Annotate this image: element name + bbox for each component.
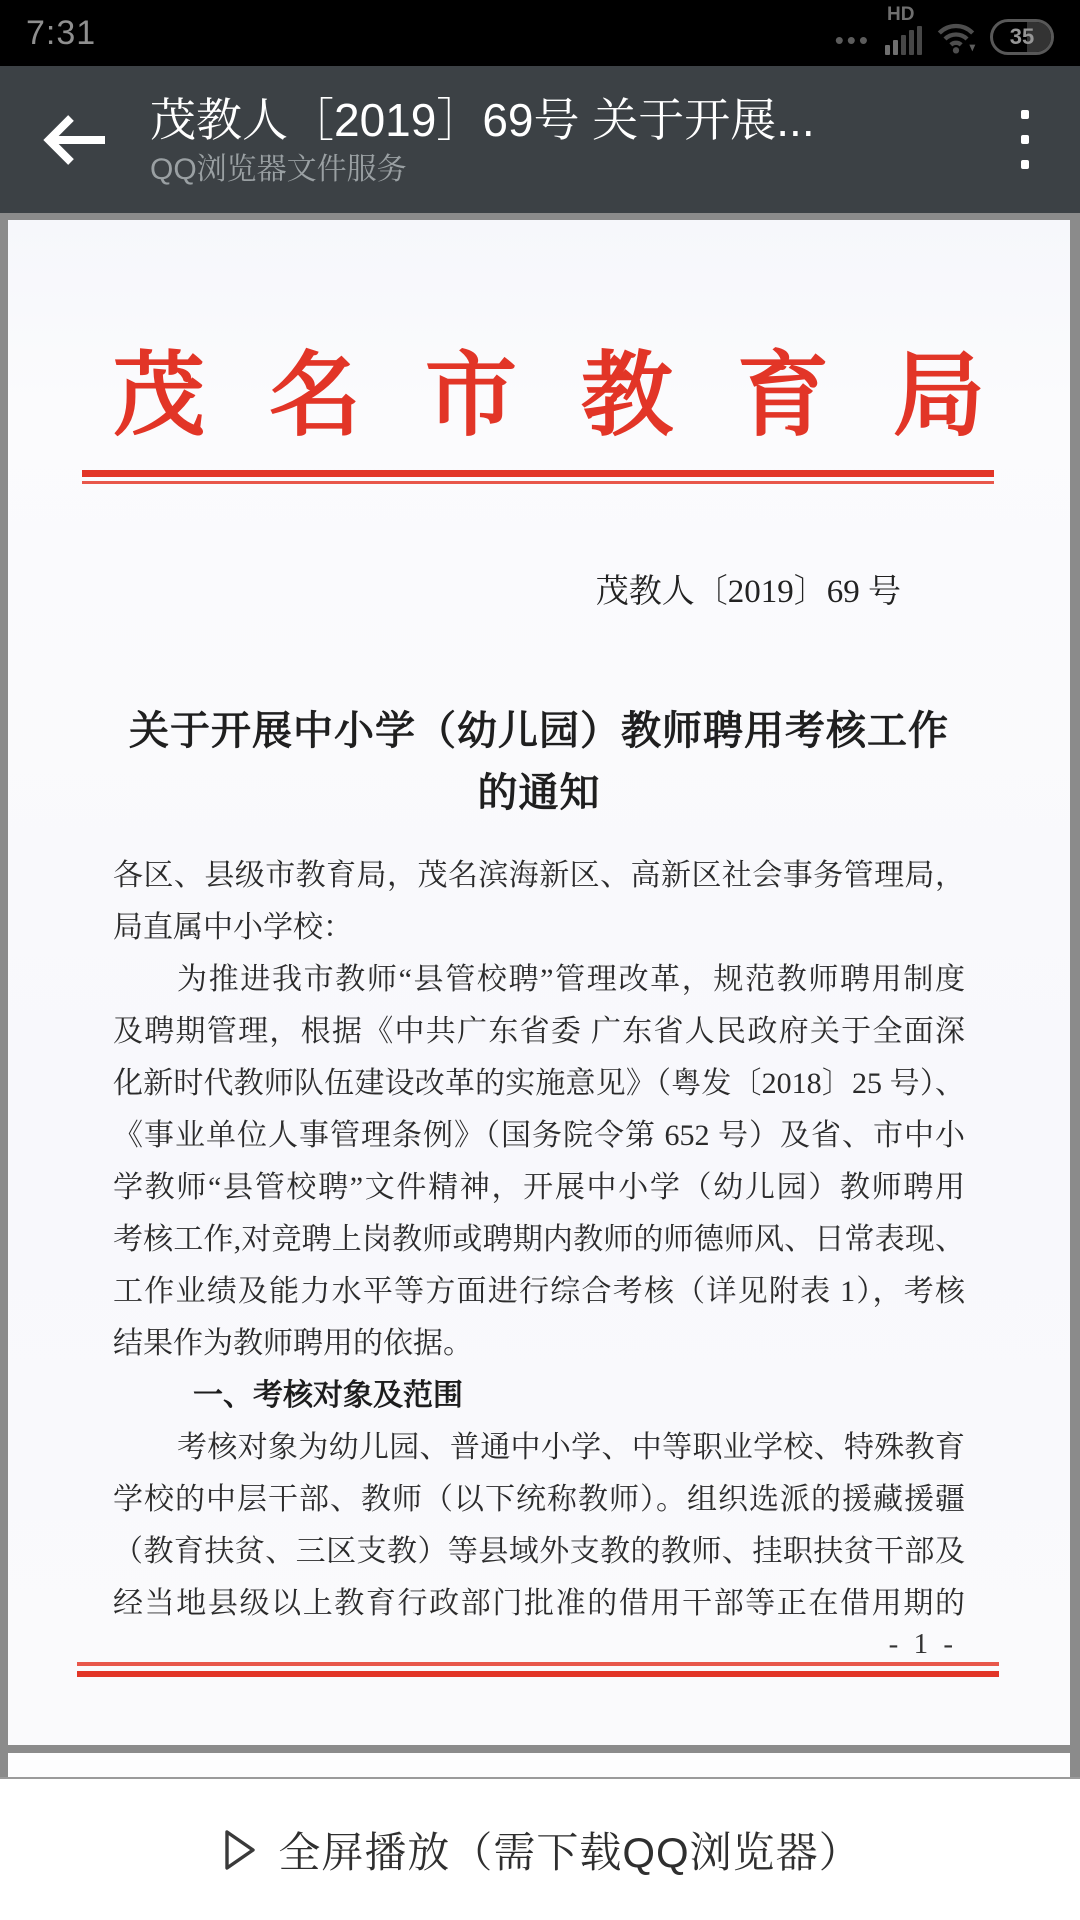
overflow-menu-button[interactable] <box>970 66 1080 213</box>
file-title: 茂教人［2019］69号 关于开展... <box>150 93 815 146</box>
agency-char: 名 <box>268 345 361 447</box>
body-line: 结果作为教师聘用的依据。 <box>113 1327 473 1360</box>
fullscreen-play-bar[interactable] <box>0 1777 1080 1920</box>
clock: 7:31 <box>26 13 97 52</box>
back-arrow-icon <box>39 110 111 170</box>
sim-dots-icon: ••• <box>834 25 871 55</box>
body-line: （教育扶贫、三区支教）等县域外支教的教师、挂职扶贫干部及 <box>113 1535 965 1568</box>
agency-char: 茂 <box>113 345 206 447</box>
document-body <box>113 850 965 1630</box>
body-line: 经当地县级以上教育行政部门批准的借用干部等正在借用期的 <box>113 1587 965 1620</box>
agency-char: 局 <box>892 345 985 447</box>
body-line: 《事业单位人事管理条例》（国务院令第 652 号）及省、市中小 <box>113 1119 965 1152</box>
footer-divider <box>77 1662 999 1677</box>
pdf-viewer[interactable] <box>0 213 1080 1777</box>
document-title-line2: 的通知 <box>477 771 601 815</box>
status-icons <box>834 4 1054 55</box>
document-content <box>8 346 1070 1677</box>
battery-icon <box>990 19 1054 55</box>
body-line: 及聘期管理，根据《中共广东省委 广东省人民政府关于全面深 <box>113 1015 965 1048</box>
body-line: 局直属中小学校： <box>113 911 353 944</box>
status-bar <box>0 0 1080 66</box>
cell-signal-icon <box>885 6 922 55</box>
signal-bars-icon <box>885 26 922 55</box>
document-page-1 <box>8 220 1070 1745</box>
body-line: 考核对象为幼儿园、普通中小学、中等职业学校、特殊教育 <box>177 1431 965 1464</box>
play-icon <box>218 1827 260 1873</box>
agency-char: 教 <box>580 345 673 447</box>
wifi-icon <box>936 21 976 55</box>
body-line: 学教师“县管校聘”文件精神，开展中小学（幼儿园）教师聘用 <box>113 1171 965 1204</box>
hd-volte-badge: HD <box>887 4 915 25</box>
battery-percent: 35 <box>1009 24 1035 49</box>
section-heading: 一、考核对象及范围 <box>193 1379 463 1412</box>
document-page-2-peek <box>8 1753 1070 1777</box>
body-line: 学校的中层干部、教师（以下统称教师）。组织选派的援藏援疆 <box>113 1483 965 1516</box>
header-titles <box>150 90 970 190</box>
body-line: 考核工作,对竞聘上岗教师或聘期内教师的师德师风、日常表现、 <box>113 1223 965 1256</box>
document-title <box>113 700 965 824</box>
body-line: 工作业绩及能力水平等方面进行综合考核（详见附表 1），考核 <box>113 1275 965 1308</box>
kebab-menu-icon <box>1021 110 1029 119</box>
back-button[interactable] <box>0 66 150 213</box>
fullscreen-play-label: 全屏播放（需下载QQ浏览器） <box>278 1828 862 1876</box>
body-line: 为推进我市教师“县管校聘”管理改革，规范教师聘用制度 <box>177 963 965 996</box>
agency-char: 育 <box>736 345 829 447</box>
letterhead-divider <box>82 470 994 484</box>
service-subtitle: QQ浏览器文件服务 <box>150 152 407 186</box>
agency-letterhead <box>113 346 985 446</box>
document-number: 茂教人〔2019〕69 号 <box>595 574 901 610</box>
app-header <box>0 66 1080 213</box>
body-line: 各区、县级市教育局，茂名滨海新区、高新区社会事务管理局， <box>113 859 965 892</box>
document-title-line1: 关于开展中小学（幼儿园）教师聘用考核工作 <box>129 709 949 753</box>
agency-char: 市 <box>424 345 517 447</box>
page-number: - 1 - <box>888 1628 957 1660</box>
body-line: 化新时代教师队伍建设改革的实施意见》（粤发〔2018〕25 号）、 <box>113 1067 965 1100</box>
